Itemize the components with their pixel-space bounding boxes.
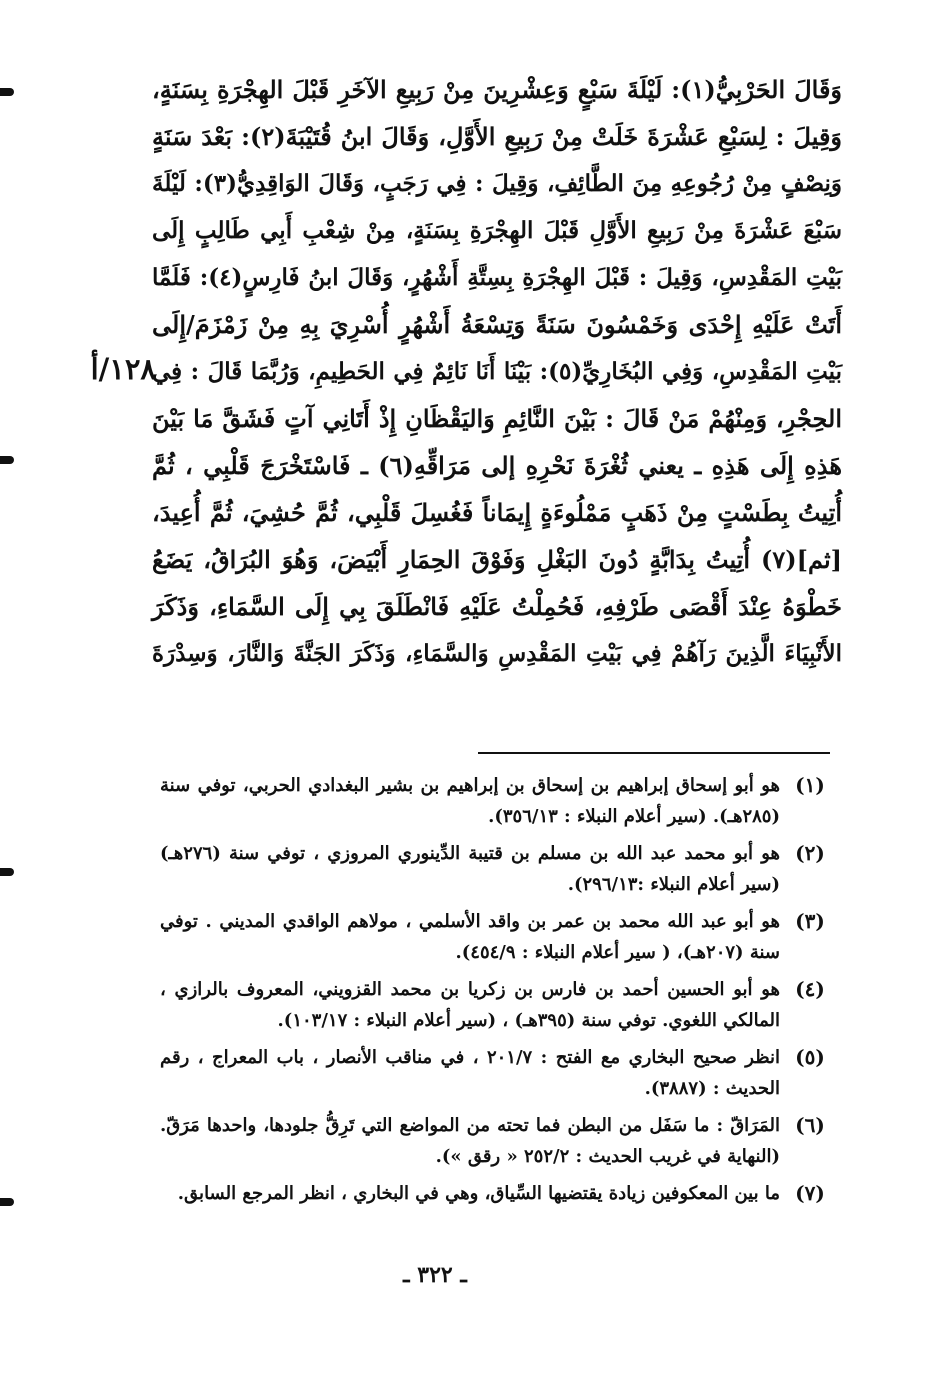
footnote-text: هو أبو إسحاق إبراهيم بن إسحاق بن إبراهيم بن بشير البغدادي الحربي، توفي سنة (٢٨٥هـ). (سير أعلام النبلاء : ٣٥٦/١٣). bbox=[160, 775, 780, 827]
text-line: وَقَالَ الحَرْبِيُّ(١): لَيْلَةَ سَبْعٍ وَعِشْرِينَ مِنْ رَبِيعِ الآخَرِ قَبْلَ الهِجْرَةِ بِسَنَةٍ، bbox=[152, 75, 843, 104]
footnote-text: انظر صحيح البخاري مع الفتح : ٢٠١/٧ ، في مناقب الأنصار ، باب المعراج ، رقم الحديث : (٣٨٨٧). bbox=[160, 1047, 780, 1099]
footnote bbox=[160, 1110, 840, 1172]
footnote-number: (٥) bbox=[795, 1045, 825, 1069]
footnote bbox=[160, 1178, 840, 1209]
main-text-block bbox=[152, 66, 842, 677]
text-line: وَنِصْفٍ مِنْ رُجُوعِهِ مِنَ الطَّائِفِ، وَقِيلَ : فِي رَجَبٍ، وَقَالَ الوَاقِدِيُّ(٣): لَيْلَةَ bbox=[152, 170, 842, 197]
footnote-number: (٣) bbox=[795, 909, 825, 933]
text-line: هَذِهِ إِلَى هَذِهِ ـ يعني ثُغْرَةَ نَحْرِهِ إلى مَرَاقِّهِ(٦) ـ فَاسْتَخْرَجَ قَلْبِي ، ثُمَّ bbox=[152, 451, 843, 480]
text-line: سَبْعَ عَشْرَةَ مِنْ رَبِيعِ الأَوَّلِ قَبْلَ الهِجْرَةِ بِسَنَةٍ، مِنْ شِعْبِ أَبِي طَالِبٍ إِلَى bbox=[152, 217, 842, 244]
footnote-number: (٢) bbox=[795, 841, 825, 865]
text-line: بَيْتِ المَقْدِسِ، وَقِيلَ : قَبْلَ الهِجْرَةِ بِسِتَّةِ أَشْهُرٍ، وَقَالَ ابنُ فَارِسٍ(٤): فَلَمَّا bbox=[152, 264, 842, 291]
footnote bbox=[160, 770, 840, 832]
text-line: أَتَتْ عَلَيْهِ إِحْدَى وَخَمْسُونَ سَنَةً وَتِسْعَةُ أَشْهُرٍ أُسْرِيَ بِهِ مِنْ زَمْزَمَ/إِلَى bbox=[152, 310, 842, 339]
footnote bbox=[160, 906, 840, 968]
text-line: خَطْوَهُ عِنْدَ أَقْصَى طَرْفِهِ، فَحُمِلْتُ عَلَيْهِ فَانْطَلَقَ بِي إِلَى السَّمَاءِ، وَذَكَرَ bbox=[152, 592, 842, 621]
footnote-number: (٤) bbox=[795, 977, 825, 1001]
footnote bbox=[160, 1042, 840, 1104]
text-line: أُتِيتُ بِطَسْتٍ مِنْ ذَهَبٍ مَمْلُوءَةٍ إِيمَاناً فَغُسِلَ قَلْبِي، ثُمَّ حُشِيَ، ثُمَّ أُعِيدَ، bbox=[152, 498, 842, 527]
text-line: الأَنْبِيَاءَ الَّذِينَ رَآهُمْ فِي بَيْتِ المَقْدِسِ وَالسَّمَاءِ، وَذَكَرَ الجَنَّةَ وَالنَّارَ، وَسِدْرَةَ bbox=[152, 640, 842, 667]
footnote bbox=[160, 974, 840, 1036]
footnote-text: المَرَاقّ : ما سَفَل من البطن فما تحته من المواضع التي تَرِقُّ جلودها، واحدها مَرَقّ. (النهاية في غريب الحديث : ٢٥٢/٢ « رقق »). bbox=[160, 1115, 780, 1167]
footnote-text: ما بين المعكوفين زيادة يقتضيها السِّياق، وهي في البخاري ، انظر المرجع السابق. bbox=[177, 1183, 780, 1204]
footnote-text: هو أبو محمد عبد الله بن مسلم بن قتيبة الدِّينوري المروزي ، توفي سنة (٢٧٦هـ) (سير أعلام النبلاء :٢٩٦/١٣). bbox=[160, 843, 780, 895]
scan-edge-mark bbox=[0, 88, 14, 96]
scan-edge-mark bbox=[0, 868, 14, 876]
footnote-number: (٦) bbox=[795, 1113, 825, 1137]
text-line: بَيْتِ المَقْدِسِ، وَفِي البُخَارِيِّ(٥): بَيْنَا أَنَا نَائِمٌ فِي الحَطِيمِ، وَرُبَّمَا قَالَ : فِي bbox=[152, 358, 842, 385]
footnote-number: (٧) bbox=[795, 1181, 825, 1205]
page-number: ـ ٣٢٢ ـ bbox=[403, 1262, 467, 1288]
footnotes bbox=[160, 770, 840, 1215]
footnote-number: (١) bbox=[795, 773, 825, 797]
text-line: وَقِيلَ : لِسَبْعِ عَشْرَةَ خَلَتْ مِنْ رَبِيعِ الأَوَّلِ، وَقَالَ ابنُ قُتَيْبَةَ(٢): بَعْدَ سَنَةٍ bbox=[152, 122, 843, 151]
footnote-separator bbox=[478, 752, 830, 754]
footnote-text: هو أبو الحسين أحمد بن فارس بن زكريا بن محمد القزويني، المعروف بالرازي ، المالكي اللغوي. توفي سنة (٣٩٥هـ) ، (سير أعلام النبلاء : ١٠٣/١٧). bbox=[160, 979, 780, 1031]
text-line: [ثم](٧) أُتِيتُ بِدَابَّةٍ دُونَ البَغْلِ وَفَوْقَ الحِمَارِ أَبْيَضَ، وَهُوَ البُرَاقُ، يَضَعُ bbox=[152, 545, 842, 574]
footnote bbox=[160, 838, 840, 900]
footnote-text: هو أبو عبد الله محمد بن عمر بن واقد الأسلمي ، مولاهم الواقدي المديني . توفي سنة (٢٠٧هـ)، ( سير أعلام النبلاء : ٤٥٤/٩). bbox=[160, 911, 780, 963]
manuscript-folio-note: ١٢٨/أ bbox=[90, 352, 156, 386]
scan-edge-mark bbox=[0, 456, 14, 464]
text-line: الحِجْرِ، وَمِنْهُمْ مَنْ قَالَ : بَيْنَ النَّائِمِ وَاليَقْظَانِ إِذْ أَتَانِي آتٍ فَشَقَّ مَا بَيْنَ bbox=[152, 404, 842, 433]
scan-edge-mark bbox=[0, 1198, 14, 1206]
